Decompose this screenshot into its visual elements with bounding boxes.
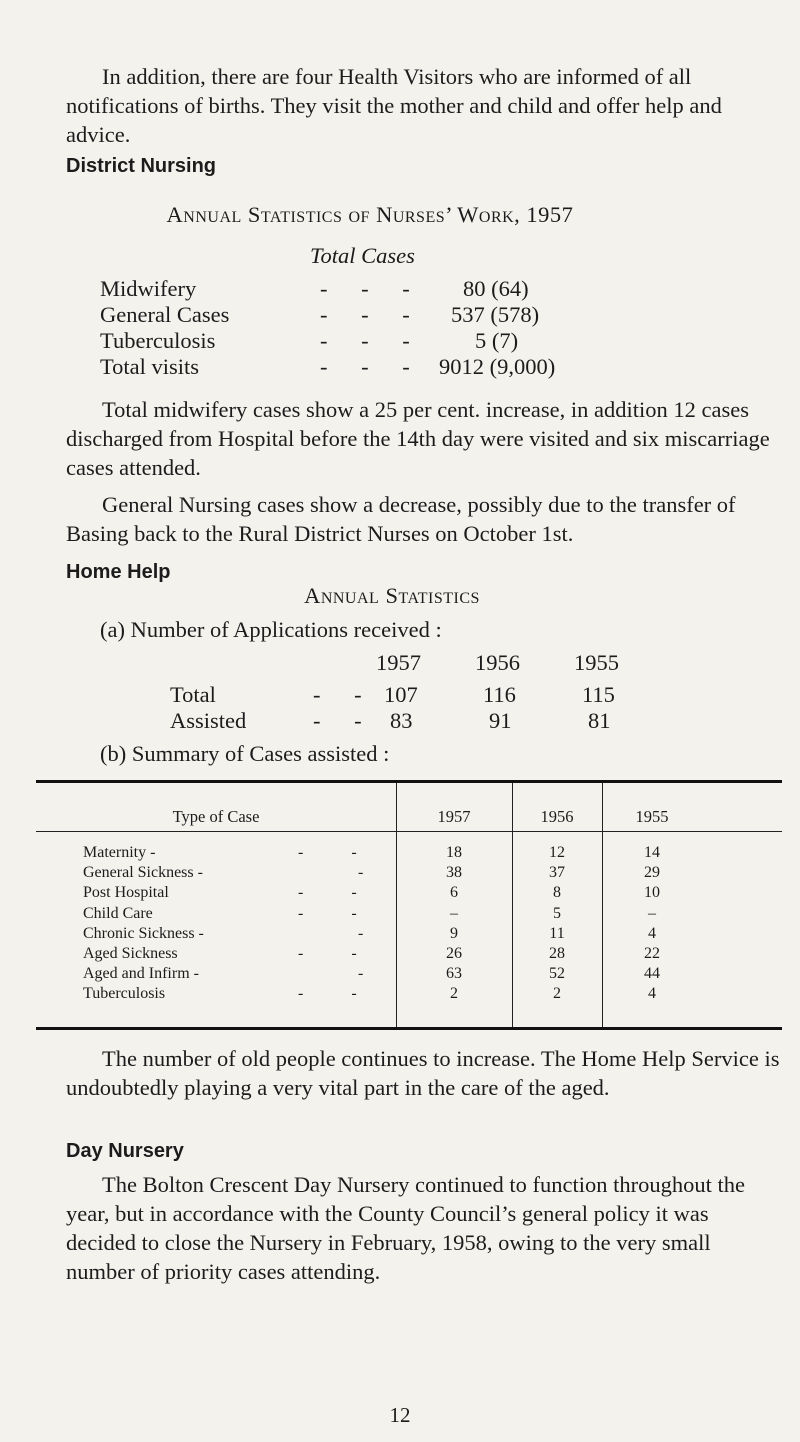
applications-value: 91: [489, 708, 512, 733]
case-count-cell: 14: [644, 844, 660, 861]
case-count-cell: 26: [446, 945, 462, 962]
applications-value: 115: [582, 682, 615, 707]
case-type-dashes: -: [358, 924, 364, 942]
nursing-row-dashes: - - -: [320, 328, 410, 353]
table-header-year: 1955: [635, 807, 669, 826]
district-nursing-heading: District Nursing: [66, 155, 217, 177]
case-count-cell: 4: [648, 985, 656, 1003]
applications-value: 107: [384, 682, 418, 707]
home-help-caption: Annual Statistics: [304, 583, 480, 608]
case-count-cell: 5: [553, 904, 561, 922]
nursing-row-dashes: - - -: [320, 354, 410, 379]
case-count-cell: 8: [553, 884, 561, 902]
case-count-cell: 2: [553, 985, 561, 1003]
case-count-cell: 10: [644, 884, 660, 902]
case-count-cell: 6: [450, 884, 458, 902]
summary-label-text: (b) Summary of Cases assisted :: [100, 741, 390, 766]
case-count-cell: 38: [446, 864, 462, 882]
applications-value: 116: [483, 682, 516, 707]
applications-value: 81: [588, 708, 611, 733]
case-count-cell: 28: [549, 945, 565, 962]
case-type-dashes: -: [358, 864, 364, 882]
case-type-dashes: - -: [298, 884, 357, 902]
case-type-cell: Child Care: [83, 904, 153, 922]
case-count-cell: 52: [549, 965, 565, 983]
case-count-cell: –: [648, 904, 656, 922]
case-type-dashes: -: [358, 965, 364, 983]
applications-row: [0, 682, 800, 708]
case-type-cell: Aged Sickness: [83, 945, 178, 962]
table-row: [36, 844, 782, 863]
nursing-row: [100, 302, 660, 328]
table-row: [36, 965, 782, 984]
nursing-row-value: 537 (578): [451, 302, 540, 327]
year-label: 1957: [376, 650, 421, 675]
nursing-row-value: 9012 (9,000): [439, 354, 556, 379]
page-number: 12: [389, 1403, 411, 1427]
midwifery-paragraph: Total midwifery cases show a 25 per cent. increase, in addition 12 cases discharged from Hospital before the 14th day were visited and six miscarriage cases attended.: [66, 397, 770, 480]
case-type-dashes: - -: [298, 985, 357, 1003]
applications-row: [0, 708, 800, 734]
case-count-cell: 63: [446, 965, 462, 983]
case-type-dashes: - -: [298, 904, 357, 922]
case-count-cell: 37: [549, 864, 565, 882]
nursing-row: [100, 276, 660, 302]
case-count-cell: 18: [446, 844, 462, 861]
nursing-row: [100, 328, 660, 354]
table-header-year: 1956: [540, 807, 574, 826]
total-cases-subcaption: Total Cases: [310, 243, 415, 268]
applications-row-label: Total: [170, 682, 216, 707]
case-type-cell: Aged and Infirm -: [83, 965, 199, 983]
table-row: [36, 884, 782, 903]
table-row: [36, 945, 782, 964]
case-type-cell: Chronic Sickness -: [83, 924, 204, 942]
nursing-row: [100, 354, 660, 380]
case-type-cell: Post Hospital: [83, 884, 169, 902]
intro-paragraph: In addition, there are four Health Visitors who are informed of all notifications of births. They visit the mother and child and offer help and advice.: [66, 64, 722, 147]
day-nursery-paragraph: The Bolton Crescent Day Nursery continued to function throughout the year, but in accordance with the County Council’s general policy it was decided to close the Nursery in February, 1958, owing to the very small number of priority cases attending.: [66, 1172, 745, 1284]
applications-row-label: Assisted: [170, 708, 247, 733]
case-type-cell: Maternity -: [83, 844, 156, 861]
table-row: [36, 905, 782, 924]
table-row: [36, 925, 782, 944]
applications-row-dashes: - -: [313, 682, 362, 707]
old-people-paragraph: The number of old people continues to increase. The Home Help Service is undoubtedly playing a very vital part in the care of the aged.: [66, 1046, 780, 1100]
year-label: 1956: [475, 650, 520, 675]
applications-value: 83: [390, 708, 413, 733]
case-count-cell: 11: [549, 924, 565, 942]
case-type-cell: Tuberculosis: [83, 985, 166, 1003]
table-header-type: Type of Case: [172, 807, 260, 826]
nursing-row-dashes: - - -: [320, 302, 410, 327]
case-count-cell: 44: [644, 965, 660, 983]
case-count-cell: 22: [644, 945, 660, 962]
table-header-rule: [36, 831, 782, 832]
case-type-dashes: - -: [298, 844, 357, 861]
nursing-row-label: Total visits: [100, 354, 200, 379]
case-type-cell: General Sickness -: [83, 864, 203, 882]
table-bottom-rule: [36, 1027, 782, 1030]
applications-row-dashes: - -: [313, 708, 362, 733]
case-type-dashes: - -: [298, 945, 357, 962]
table-row: [36, 985, 782, 1004]
case-count-cell: 2: [450, 985, 458, 1003]
nursing-row-label: Tuberculosis: [100, 328, 216, 353]
applications-label: [100, 617, 700, 643]
table-header-year: 1957: [437, 807, 471, 826]
day-nursery-heading: Day Nursery: [66, 1140, 184, 1162]
general-nursing-paragraph: General Nursing cases show a decrease, possibly due to the transfer of Basing back to the Rural District Nurses on October 1st.: [66, 492, 736, 546]
case-count-cell: 29: [644, 864, 660, 882]
nursing-row-value: 5 (7): [475, 328, 519, 353]
applications-label-text: (a) Number of Applications received :: [100, 617, 442, 642]
case-count-cell: –: [450, 904, 458, 922]
nursing-row-label: General Cases: [100, 302, 230, 327]
home-help-heading: Home Help: [66, 561, 171, 583]
nursing-row-label: Midwifery: [100, 276, 197, 301]
case-count-cell: 12: [549, 844, 565, 861]
nurses-work-caption: Annual Statistics of Nurses’ Work, 1957: [166, 202, 574, 227]
summary-label: [100, 741, 700, 767]
table-top-rule: [36, 780, 782, 783]
year-label: 1955: [574, 650, 619, 675]
case-count-cell: 9: [450, 924, 458, 942]
cases-table: [36, 780, 782, 1030]
nursing-row-dashes: - - -: [320, 276, 410, 301]
table-row: [36, 864, 782, 883]
nursing-row-value: 80 (64): [463, 276, 529, 301]
case-count-cell: 4: [648, 924, 656, 942]
years-header: [0, 650, 800, 676]
